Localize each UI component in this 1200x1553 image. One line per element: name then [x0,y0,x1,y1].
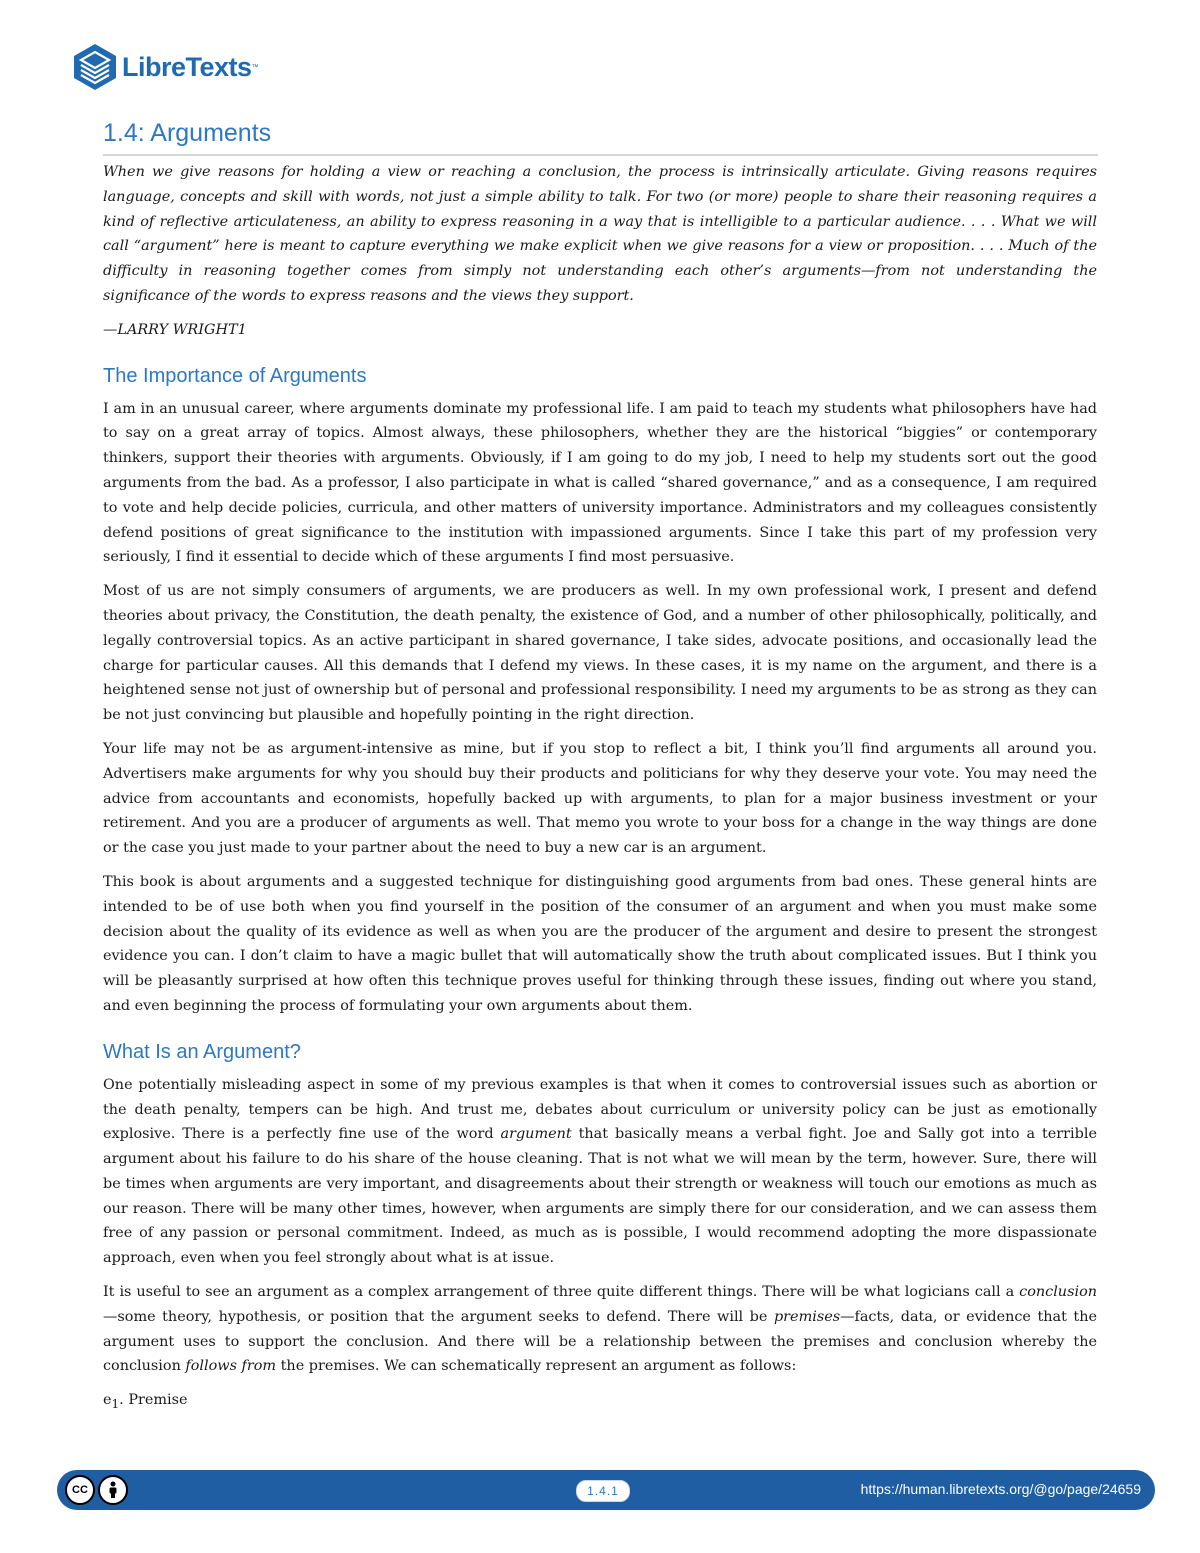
premise-variable: e [103,1392,112,1409]
page-title: 1.4: Arguments [103,119,272,147]
premise-line [103,1388,1097,1417]
section-heading-importance: The Importance of Arguments [103,364,367,387]
section-heading-what-is: What Is an Argument? [103,1040,301,1063]
page-number: 1.4.1 [576,1480,630,1502]
text-run: that basically means a verbal fight. Joe and Sally got into a terrible argument about his failure to do his share of the house cleaning. That is not what we will mean by the term, however. Sure, there will be times when arguments are very important, and disagreements about their strength or weakness will touch our emotions as much as our reason. There will be many other times, however, when arguments are simply there for our consideration, and we can assess them free of any passion or personal commitment. Indeed, as much as is possible, I would recommend adopting the more dispassionate approach, even when you feel strongly about what is at issue. [103,1126,1097,1267]
text-run: the premises. We can schematically represent an argument as follows: [276,1358,797,1375]
cc-icon: CC [65,1475,95,1505]
logo-wordmark: LibreTexts [122,51,252,82]
text-run: —facts, data, or evidence that the argument uses to support the conclusion. And there will be a relationship between the premises and conclusion whereby the conclusion [103,1308,1098,1375]
paragraph: I am in an unusual career, where arguments dominate my professional life. I am paid to teach my students what philosophers have had to say on a great array of topics. Almost always, these philosophers, whether they are the historical “biggies” or contemporary thinkers, support their theories with arguments. Obviously, if I am going to do my job, I need to help my students sort out the good arguments from the bad. As a professor, I also participate in what is called “shared governance,” and as a consequence, I am required to vote and help decide policies, curricula, and other matters of university importance. Administrators and my colleagues consistently defend positions of great significance to the institution with impassioned arguments. Since I take this part of my profession very seriously, I find it essential to decide which of these arguments I find most persuasive. [103,400,1097,566]
page-content [103,160,1097,1426]
paragraph [103,1073,1097,1271]
premise-subscript: 1 [111,1397,120,1412]
epigraph-attribution: —LARRY WRIGHT1 [103,321,247,338]
text-run: One potentially misleading aspect in some of my previous examples is that when it comes to controversial issues such as abortion or the death penalty, tempers can be high. And trust me, debates about curriculum or university policy can be just as emotionally explosive. There is a perfectly fine use of the word [103,1076,1097,1143]
paragraph: This book is about arguments and a suggested technique for distinguishing good arguments from bad ones. These general hints are intended to be of use both when you find yourself in the position of the consumer of an argument and when you must make some decision about the quality of its evidence as well as when you are the producer of the argument and desire to present the strongest evidence you can. I don’t claim to have a magic bullet that will automatically show the truth about complicated issues. But I think you will be pleasantly surprised at how often this technique proves useful for thinking through these issues, finding out where you stand, and even beginning the process of formulating your own arguments about them. [103,873,1097,1014]
emphasis: conclusion [1019,1284,1097,1301]
libretexts-logo[interactable] [72,42,259,92]
title-divider [103,154,1098,156]
license-badge[interactable] [65,1475,128,1505]
emphasis: follows from [185,1358,277,1375]
logo-trademark: ™ [251,63,259,71]
text-run: It is useful to see an argument as a complex arrangement of three quite different things. There will be what logicians call a [103,1284,1020,1301]
paragraph [103,1280,1097,1379]
page-url-link[interactable]: https://human.libretexts.org/@go/page/24659 [860,1481,1141,1497]
emphasis: argument [500,1126,572,1143]
premise-label: . Premise [119,1392,188,1409]
paragraph: Most of us are not simply consumers of arguments, we are producers as well. In my own professional work, I present and defend theories about privacy, the Constitution, the death penalty, the existence of God, and a number of other philosophically, politically, and legally controversial topics. As an active participant in shared governance, I take sides, advocate positions, and occasionally lead the charge for particular causes. All this demands that I defend my views. In these cases, it is my name on the argument, and there is a heightened sense not just of ownership but of personal and professional responsibility. I need my arguments to be as strong as they can be not just convincing but plausible and hopefully pointing in the right direction. [103,583,1098,724]
epigraph-quote: When we give reasons for holding a view or reaching a conclusion, the process is intrinsically articulate. Giving reasons requires language, concepts and skill with words, not just a simple ability to talk. For two (or more) people to share their reasoning requires a kind of reflective articulateness, an ability to express reasoning in a way that is intelligible to a particular audience. . . . What we will call “argument” here is meant to capture everything we make explicit when we give reasons for a view or proposition. . . . Much of the difficulty in reasoning together comes from simply not understanding each other’s arguments—from not understanding the significance of the words to express reasons and the views they support. [103,164,1097,304]
libretexts-book-stack-icon [72,42,118,92]
paragraph: Your life may not be as argument-intensive as mine, but if you stop to reflect a bit, I think you’ll find arguments all around you. Advertisers make arguments for why you should buy their products and politicians for why they deserve your vote. You may need the advice from accountants and economists, hopefully backed up with arguments, to plan for a major business investment or your retirement. And you are a producer of arguments as well. That memo you wrote to your boss for a change in the way things are done or the case you just made to your partner about the need to buy a new car is an argument. [103,740,1097,857]
emphasis: premises [773,1308,841,1325]
page-footer [57,1470,1155,1510]
by-icon [98,1475,128,1505]
text-run: —some theory, hypothesis, or position that the argument seeks to defend. There will be [103,1308,774,1325]
